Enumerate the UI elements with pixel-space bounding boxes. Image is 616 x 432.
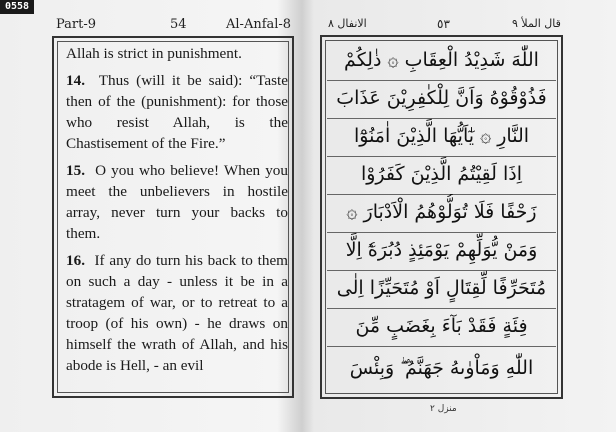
- left-header-part: Part-9: [56, 17, 97, 32]
- line-divider: [327, 346, 556, 347]
- verse-15: [66, 160, 288, 244]
- verse-number: 15.: [66, 162, 85, 179]
- right-header-part: قال الملأ ٩: [512, 17, 561, 30]
- arabic-line-6: وَمَنْ يُّوَلِّهِمْ يَوْمَئِذٍ دُبُرَهٗٓ اِلَّا: [345, 239, 538, 261]
- verse-number: 14.: [66, 72, 85, 89]
- translation-text: [66, 43, 288, 382]
- verse-14: [66, 70, 288, 154]
- left-header-surah: Al-Anfal-8: [226, 17, 292, 32]
- arabic-line-2: فَذُوْقُوْهُ وَاَنَّ لِلْكٰفِرِيْنَ عَذَابَ: [336, 87, 547, 109]
- arabic-line-1: اللّٰهَ شَدِيْدُ الْعِقَابِ ۞ ذٰلِكُمْ: [344, 49, 539, 71]
- manzil-marker: منزل ٢: [430, 404, 457, 414]
- arabic-line-9: اللّٰهِ وَمَاْوٰىهُ جَهَنَّمُ ۖ وَبِئْسَ: [349, 357, 534, 379]
- arabic-line-5: زَحْفًا فَلَا تُوَلُّوْهُمُ الْاَدْبَارَ ۞: [346, 201, 537, 223]
- arabic-line-7: مُتَحَرِّفًا لِّقِتَالٍ اَوْ مُتَحَيِّزًا اِلٰى: [336, 277, 547, 299]
- arabic-line-3: النَّارِ ۞ يٰٓاَيُّهَا الَّذِيْنَ اٰمَنُوْٓا: [353, 125, 530, 147]
- right-header-surah: الانفال ٨: [328, 17, 367, 30]
- right-header-page-number: ٥٣: [437, 17, 450, 31]
- left-header-page-number: 54: [170, 17, 187, 32]
- verse-text: If any do turn his back to them on such a day - unless it be in a stratagem of war, or to retreat to a troop (of his own) - he draws on himself the wrath of Allah, and his abode is Hell, - an evil: [66, 252, 288, 374]
- verse-text: Thus (will it be said): “Taste then of the (punishment): for those who resist Allah, is the Chastisement of the Fire.”: [66, 72, 288, 152]
- verse-text: O you who believe! When you meet the unbelievers in hostile array, never turn your backs to them.: [66, 162, 288, 242]
- arabic-line-8: فِئَةٍ فَقَدْ بَآءَ بِغَضَبٍ مِّنَ: [355, 315, 528, 337]
- image-id-tag: 0558: [0, 0, 34, 14]
- verse-number: 16.: [66, 252, 85, 269]
- arabic-line-4: اِذَا لَقِيْتُمُ الَّذِيْنَ كَفَرُوْا: [360, 163, 523, 185]
- intro-line: Allah is strict in punishment.: [66, 45, 242, 62]
- verse-16: [66, 250, 288, 376]
